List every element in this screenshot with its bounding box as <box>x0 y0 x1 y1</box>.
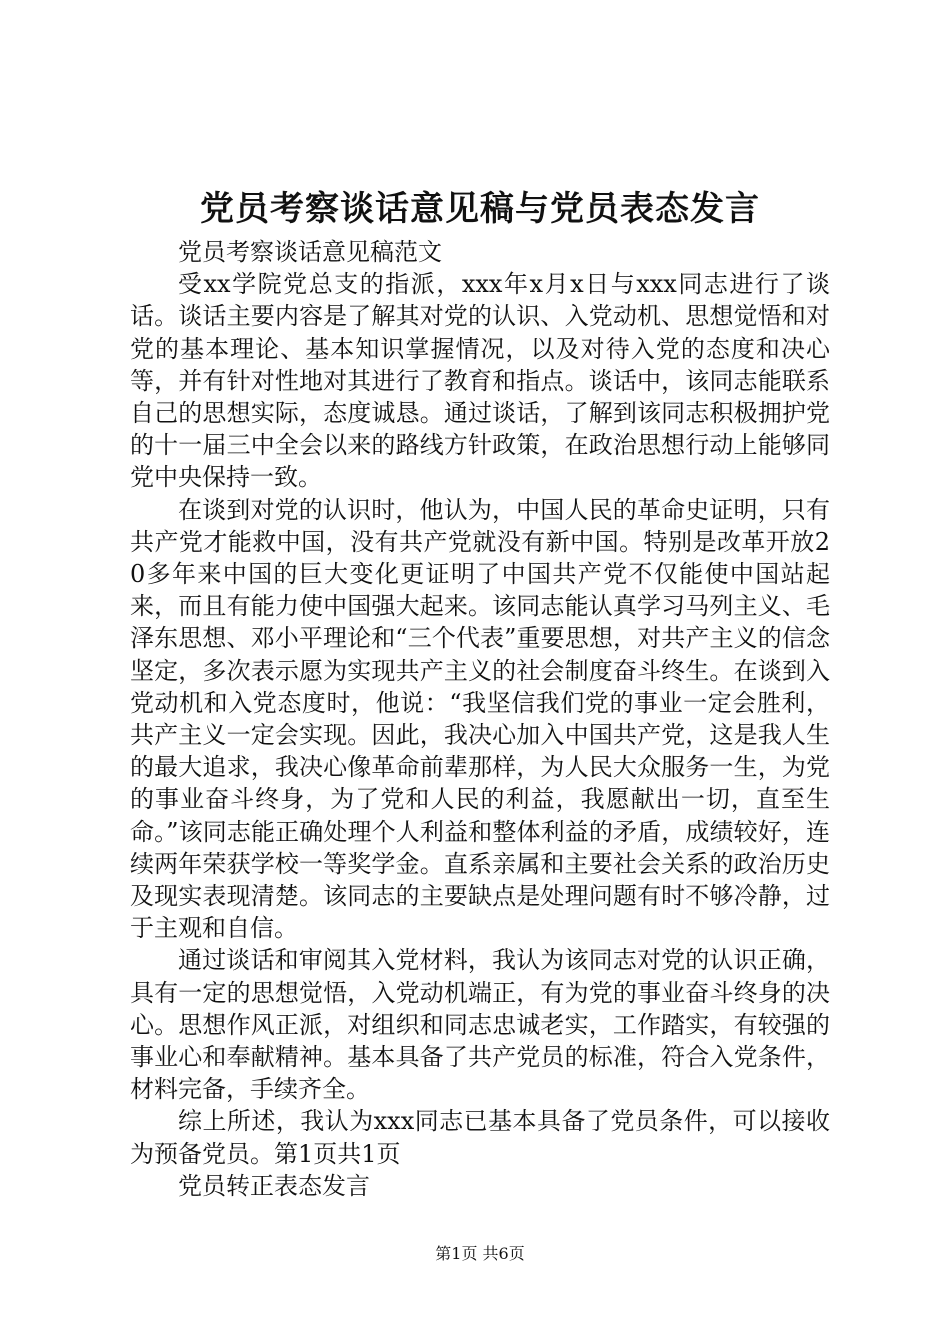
paragraph: 通过谈话和审阅其入党材料，我认为该同志对党的认识正确，具有一定的思想觉悟，入党动机端正，有为党的事业奋斗终身的决心。思想作风正派，对组织和同志忠诚老实，工作踏实，有较强的事业心和奉献精神。基本具备了共产党员的标准，符合入党条件，材料完备，手续齐全。 <box>130 946 830 1104</box>
document-body <box>130 236 830 1202</box>
paragraph: 在谈到对党的认识时，他认为，中国人民的革命史证明，只有共产党才能救中国，没有共产党就没有新中国。特别是改革开放20多年来中国的巨大变化更证明了中国共产党不仅能使中国站起来，而且有能力使中国强大起来。该同志能认真学习马列主义、毛泽东思想、邓小平理论和“三个代表”重要思想，对共产主义的信念坚定，多次表示愿为实现共产主义的社会制度奋斗终生。在谈到入党动机和入党态度时，他说：“我坚信我们党的事业一定会胜利，共产主义一定会实现。因此，我决心加入中国共产党，这是我人生的最大追求，我决心像革命前辈那样，为人民大众服务一生，为党的事业奋斗终身，为了党和人民的利益，我愿献出一切，直至生命。”该同志能正确处理个人利益和整体利益的矛盾，成绩较好，连续两年荣获学校一等奖学金。直系亲属和主要社会关系的政治历史及现实表现清楚。该同志的主要缺点是处理问题有时不够冷静，过于主观和自信。 <box>130 495 830 943</box>
document-title: 党员考察谈话意见稿与党员表态发言 <box>200 189 760 229</box>
paragraph-subtitle: 党员考察谈话意见稿范文 <box>178 238 442 266</box>
paragraph-section-heading: 党员转正表态发言 <box>178 1171 370 1200</box>
document-page <box>130 0 830 1344</box>
page-footer: 第1页 共6页 <box>435 1244 525 1263</box>
paragraph: 受xx学院党总支的指派，xxx年x月x日与xxx同志进行了谈话。谈话主要内容是了解其对党的认识、入党动机、思想觉悟和对党的基本理论、基本知识掌握情况，以及对待入党的态度和决心等，并有针对性地对其进行了教育和指点。谈话中，该同志能联系自己的思想实际，态度诚恳。通过谈话，了解到该同志积极拥护党的十一届三中全会以来的路线方针政策，在政治思想行动上能够同党中央保持一致。 <box>130 270 830 492</box>
paragraph: 综上所述，我认为xxx同志已基本具备了党员条件，可以接收为预备党员。第1页共1页 <box>130 1107 830 1168</box>
